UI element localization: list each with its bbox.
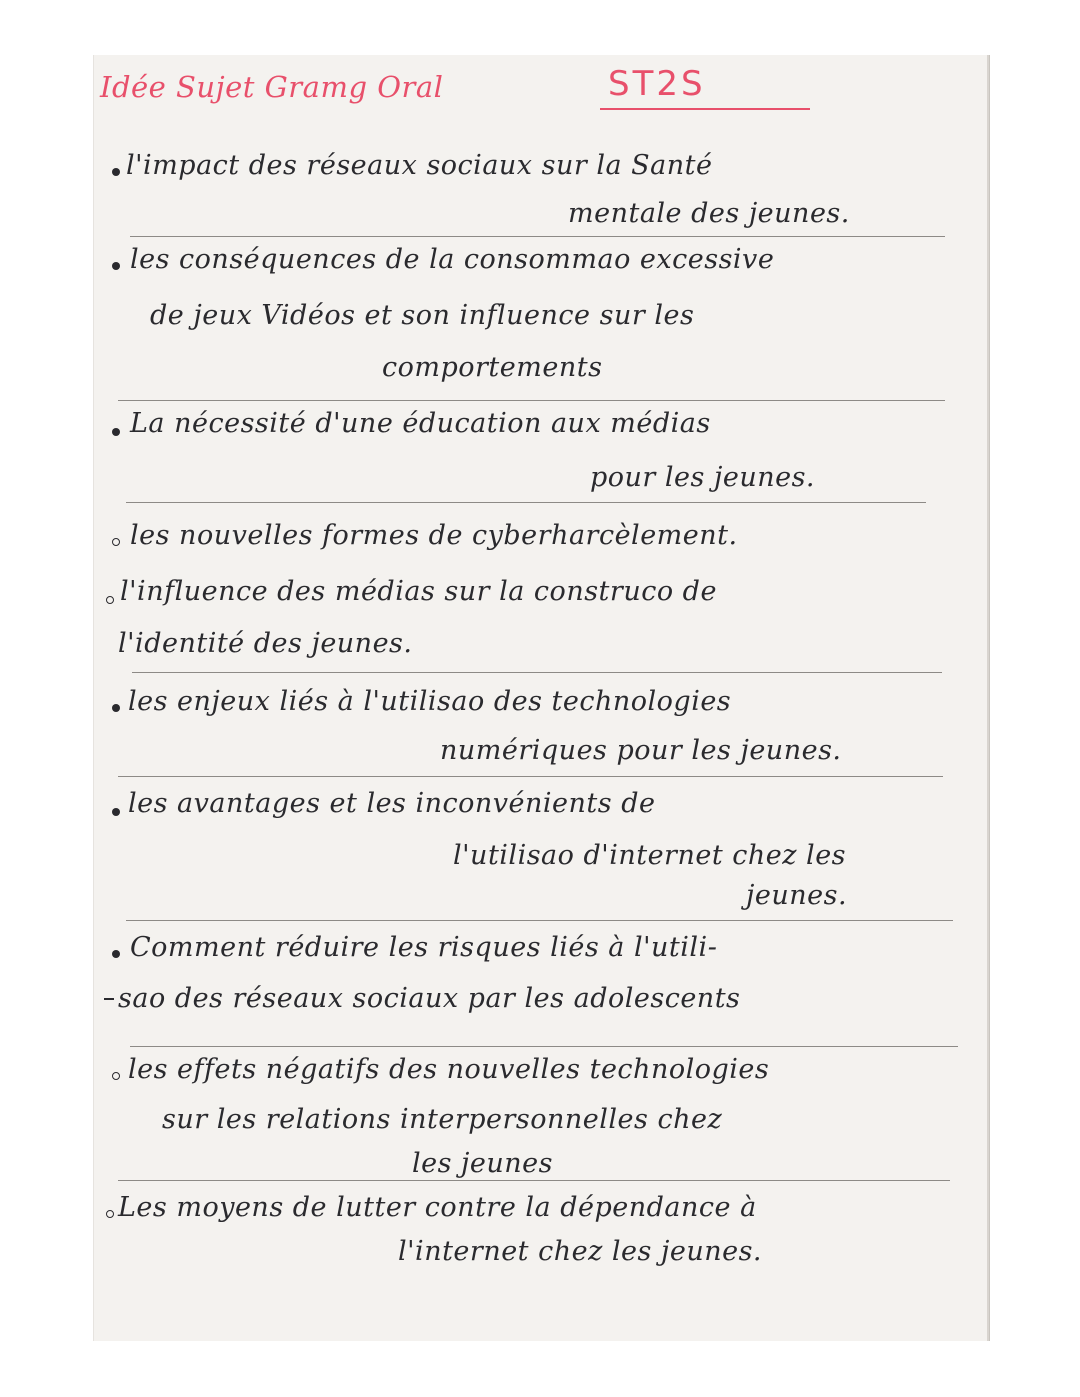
topic-10-line-2: l'internet chez les jeunes. <box>398 1236 763 1267</box>
topic-8-line-1: Comment réduire les risques liés à l'utili- <box>130 932 718 963</box>
hyphen-mark <box>104 998 114 1000</box>
topic-10-line-1: Les moyens de lutter contre la dépendance à <box>118 1192 757 1223</box>
separator-line <box>126 502 926 503</box>
bullet-icon <box>112 950 120 958</box>
topic-7-line-1: les avantages et les inconvénients de <box>128 788 656 819</box>
topic-6-line-2: numériques pour les jeunes. <box>440 735 842 766</box>
page-title: Idée Sujet Gramg Oral <box>100 70 444 104</box>
topic-7-line-3: jeunes. <box>746 880 848 911</box>
topic-1-line-1: l'impact des réseaux sociaux sur la Santé <box>126 150 713 181</box>
bullet-icon <box>112 704 120 712</box>
topic-5-line-2: l'identité des jeunes. <box>118 628 413 659</box>
topic-3-line-1: La nécessité d'une éducation aux médias <box>130 408 711 439</box>
separator-line <box>118 1180 950 1181</box>
topic-5-line-1: l'influence des médias sur la construco de <box>120 576 717 607</box>
bullet-icon <box>112 1072 120 1080</box>
bullet-icon <box>112 428 120 436</box>
topic-7-line-2: l'utilisao d'internet chez les <box>453 840 847 871</box>
topic-2-line-3: comportements <box>382 352 603 383</box>
topic-9-line-1: les effets négatifs des nouvelles technologies <box>128 1054 770 1085</box>
topic-2-line-2: de jeux Vidéos et son influence sur les <box>150 300 695 331</box>
separator-line <box>130 1046 958 1047</box>
bullet-icon <box>106 1210 114 1218</box>
bullet-icon <box>106 596 114 604</box>
title-underline <box>600 108 810 110</box>
separator-line <box>132 672 942 673</box>
separator-line <box>130 236 945 237</box>
topic-9-line-3: les jeunes <box>412 1148 554 1179</box>
topic-8-line-2: sao des réseaux sociaux par les adolescents <box>118 983 741 1014</box>
separator-line <box>118 776 943 777</box>
separator-line <box>126 920 953 921</box>
bullet-icon <box>112 168 120 176</box>
topic-6-line-1: les enjeux liés à l'utilisao des technologies <box>128 686 732 717</box>
topic-4-line-1: les nouvelles formes de cyberharcèlement. <box>130 520 738 551</box>
level-label: ST2S <box>608 64 706 104</box>
topic-3-line-2: pour les jeunes. <box>590 462 816 493</box>
bullet-icon <box>112 538 120 546</box>
bullet-icon <box>112 262 120 270</box>
topic-1-line-2: mentale des jeunes. <box>568 198 850 229</box>
separator-line <box>118 400 945 401</box>
topic-2-line-1: les conséquences de la consommao excessive <box>130 244 775 275</box>
topic-9-line-2: sur les relations interpersonnelles chez <box>162 1104 723 1135</box>
bullet-icon <box>112 808 120 816</box>
